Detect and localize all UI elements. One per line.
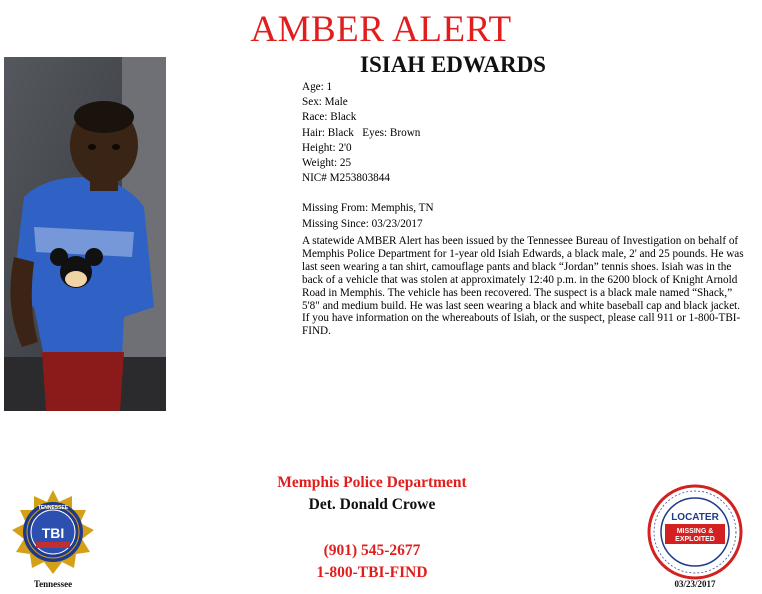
child-photo — [4, 57, 166, 411]
missing-from-field: Missing From: Memphis, TN — [302, 202, 434, 215]
child-name: ISIAH EDWARDS — [360, 52, 546, 77]
locater-sub2: EXPLOITED — [675, 536, 715, 543]
locater-title: LOCATER — [671, 512, 719, 523]
nic-field: NIC# M253803844 — [302, 172, 390, 185]
height-field: Height: 2'0 — [302, 141, 352, 154]
hair-eyes-field: Hair: Black Eyes: Brown — [302, 126, 421, 139]
department-name: Memphis Police Department — [277, 474, 467, 491]
weight-field: Weight: 25 — [302, 157, 352, 170]
race-field: Race: Black — [302, 111, 357, 124]
alert-title: AMBER ALERT — [250, 9, 512, 50]
child-details — [302, 80, 434, 232]
locater-caption: 03/23/2017 — [674, 579, 716, 589]
tbi-ring-text: TENNESSEE — [37, 505, 69, 511]
alert-description: A statewide AMBER Alert has been issued by the Tennessee Bureau of Investigation on behalf of Memphis Police Department for 1-year old Isiah Edwards, a black male, 2' and 25 pounds. He was last seen wearing a tan shirt, camouflage pants and black “Jordan” tennis shoes. Isiah was in the back of a vehicle that was stolen at approximately 12:40 p.m. in the 6200 block of Knight Arnold Road in Memphis. The vehicle has been recovered. The suspect is a black male named “Shack,” 5'8" and medium build. He was last seen wearing a black and white baseball cap and black jacket. If you have information on the whereabouts of Isiah, or the suspect, please call 911 or 1-800-TBI-FIND. — [302, 235, 744, 338]
locater-sub1: MISSING & — [676, 528, 714, 535]
missing-since-field: Missing Since: 03/23/2017 — [302, 217, 423, 230]
sex-field: Sex: Male — [302, 96, 348, 109]
tbi-logo — [8, 488, 98, 578]
tbi-logo-text: TBI — [41, 525, 65, 541]
age-field: Age: 1 — [302, 81, 333, 93]
phone-tbi[interactable]: 1-800-TBI-FIND — [316, 564, 428, 581]
phone-local[interactable]: (901) 545-2677 — [323, 542, 421, 559]
detective-name: Det. Donald Crowe — [308, 496, 436, 513]
tbi-caption: Tennessee — [33, 579, 73, 589]
locater-logo — [647, 484, 743, 580]
